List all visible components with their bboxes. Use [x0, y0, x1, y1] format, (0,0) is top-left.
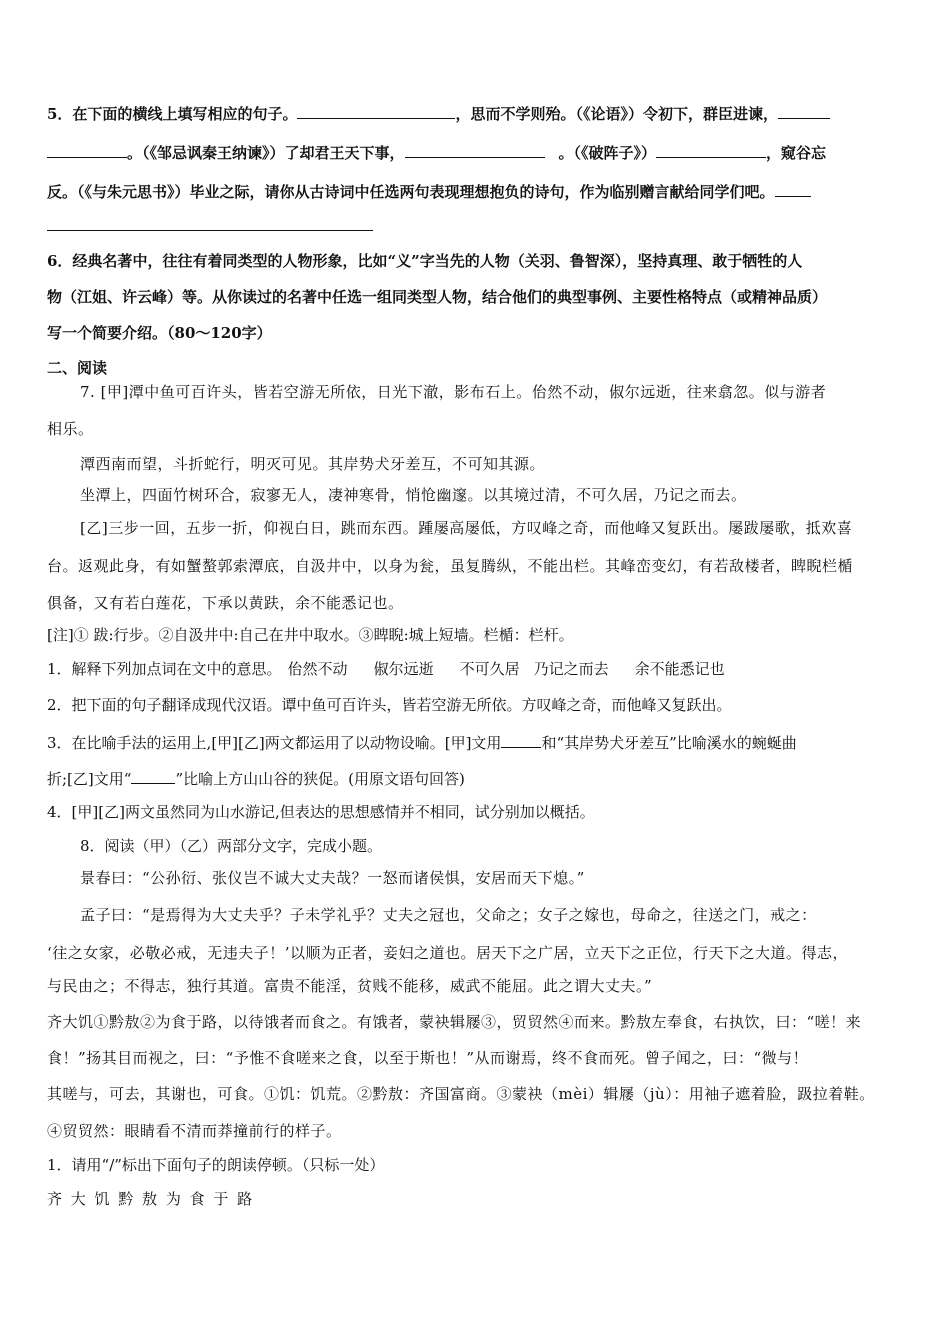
- q7-sub4: 4．[甲][乙]两文虽然同为山水游记,但表达的思想感情并不相同，试分别加以概括。: [47, 803, 595, 821]
- q7-passage-a-line: 7. [甲]潭中鱼可百许头，皆若空游无所依，日光下澈，影布石上。佁然不动，俶尔远逝，往来翕忽。似与游者: [80, 383, 827, 401]
- q7-sub3-text: 和“其岸势犬牙差互”比喻溪水的蜿蜒曲: [541, 734, 797, 752]
- q7-passage-b-line: [乙]三步一回，五步一折，仰视白日，跳而东西。踵屡高屡低，方叹峰之奇，而他峰又复跃出。屡跋屡歌，抵欢喜: [80, 519, 853, 537]
- q7-sub3-text: 折;[乙]文用“: [47, 770, 132, 788]
- q5-line3: [47, 180, 811, 202]
- q5-text: ，思而不学则殆。（《论语》）令初下，群臣进谏，: [455, 105, 778, 123]
- q5-text: 。（《邹忌讽秦王纳谏》）了却君王天下事，: [127, 144, 405, 162]
- q7-sub3-line1: [47, 731, 797, 753]
- q7-passage-a-line: 坐潭上，四面竹树环合，寂寥无人，凄神寒骨，悄怆幽邃。以其境过清，不可久居，乃记之而去。: [80, 486, 747, 504]
- q7-sub3-line2: [47, 767, 465, 789]
- q6-line1: 6．经典名著中，往往有着同类型的人物形象，比如“义”字当先的人物（关羽、鲁智深），坚持真理、敢于牺牲的人: [47, 252, 803, 270]
- answer-blank[interactable]: [405, 141, 545, 158]
- q5-line2: [47, 141, 826, 163]
- answer-blank[interactable]: [775, 180, 811, 197]
- answer-blank[interactable]: [131, 767, 175, 784]
- q8-passage-a-line: 孟子曰：“是焉得为大丈夫乎？子未学礼乎？丈夫之冠也，父命之；女子之嫁也，母命之，往送之门，戒之：: [80, 906, 817, 924]
- q5-text: ，窥谷忘: [766, 144, 827, 162]
- q7-passage-a-line: 相乐。: [47, 420, 94, 438]
- q8-sub1-sentence: 齐 大 饥 黔 敖 为 食 于 路: [47, 1190, 255, 1208]
- q7-note: [注]① 跋:行步。②自汲井中:自己在井中取水。③睥睨:城上短墙。栏楯：栏杆。: [47, 626, 574, 644]
- q7-sub3-text: ”比喻上方山山谷的狭促。(用原文语句回答): [175, 770, 465, 788]
- q5-text: 反。（《与朱元思书》）毕业之际，请你从古诗词中任选两句表现理想抱负的诗句，作为临别赠言献给同学们吧。: [47, 183, 775, 201]
- q7-sub2: 2．把下面的句子翻译成现代汉语。谭中鱼可百许头，皆若空游无所依。方叹峰之奇，而他峰又复跃出。: [47, 696, 732, 714]
- q8-passage-b-line: 齐大饥①黔敖②为食于路，以待饿者而食之。有饿者，蒙袂辑屦③，贸贸然④而来。黔敖左奉食，右执饮，曰：“嗟！来: [47, 1013, 862, 1031]
- answer-blank[interactable]: [501, 731, 541, 748]
- q7-sub3-text: 3．在比喻手法的运用上,[甲][乙]两文都运用了以动物设喻。[甲]文用: [47, 734, 502, 752]
- q8-passage-a-line: 与民由之；不得志，独行其道。富贵不能淫，贫贱不能移，威武不能屈。此之谓大丈夫。”: [47, 977, 653, 995]
- q8-passage-b-line: 其嗟与，可去，其谢也，可食。①饥：饥荒。②黔敖：齐国富商。③蒙袂（mèi）辑屦（jù）：用袖子遮着脸，趿拉着鞋。: [47, 1085, 875, 1103]
- q8-passage-a-line: ‘往之女家，必敬必戒，无违夫子！’以顺为正者，妾妇之道也。居天下之广居，立天下之正位，行天下之大道。得志，: [47, 944, 849, 962]
- q7-passage-b-line: 台。返观此身，有如蟹螯郭索潭底，自汲井中，以身为瓮，虽复腾纵，不能出栏。其峰峦变幻，有若敌楼者，睥睨栏楯: [47, 557, 854, 575]
- q5-line1: [47, 102, 830, 124]
- q7-passage-b-line: 俱备，又有若白莲花，下承以黄趺，余不能悉记也。: [47, 594, 404, 612]
- dotted-word: 乃记之而去: [533, 660, 609, 678]
- q8-passage-b-line: ④贸贸然：眼睛看不清而莽撞前行的样子。: [47, 1122, 342, 1140]
- q5-text: 。（《破阵子》）: [558, 144, 657, 162]
- q8-title: 8．阅读（甲）（乙）两部分文字，完成小题。: [80, 837, 383, 855]
- answer-blank[interactable]: [297, 102, 455, 119]
- answer-blank[interactable]: [778, 102, 830, 119]
- q6-line2: 物（江姐、许云峰）等。从你读过的名著中任选一组同类型人物，结合他们的典型事例、主要性格特点（或精神品质）: [47, 288, 828, 306]
- q8-passage-a-line: 景春曰：“公孙衍、张仪岂不诚大丈夫哉？一怒而诸侯惧，安居而天下熄。”: [80, 869, 585, 887]
- q6-line3: 写一个简要介绍。（80～120字）: [47, 324, 272, 342]
- q8-sub1: 1．请用“/”标出下面句子的朗读停顿。（只标一处）: [47, 1156, 385, 1174]
- dotted-word: 俶尔远逝: [373, 660, 434, 678]
- dotted-word: 佁然不动: [287, 660, 348, 678]
- q5-prompt: 5．在下面的横线上填写相应的句子。: [47, 105, 298, 123]
- q7-sub1-prompt: 1．解释下列加点词在文中的意思。: [47, 660, 282, 678]
- answer-blank[interactable]: [47, 230, 373, 231]
- q7-passage-a-line: 潭西南而望，斗折蛇行，明灭可见。其岸势犬牙差互，不可知其源。: [80, 455, 546, 473]
- answer-blank[interactable]: [656, 141, 766, 158]
- dotted-word: 余不能悉记也: [634, 660, 725, 678]
- answer-blank[interactable]: [47, 141, 127, 158]
- q7-sub1: [47, 659, 725, 679]
- dotted-word: 不可久居: [459, 660, 520, 678]
- section-title: 二、阅读: [47, 359, 108, 377]
- q8-passage-b-line: 食！”扬其目而视之，曰：“予惟不食嗟来之食，以至于斯也！”从而谢焉，终不食而死。曾子闻之，曰：“微与！: [47, 1049, 809, 1067]
